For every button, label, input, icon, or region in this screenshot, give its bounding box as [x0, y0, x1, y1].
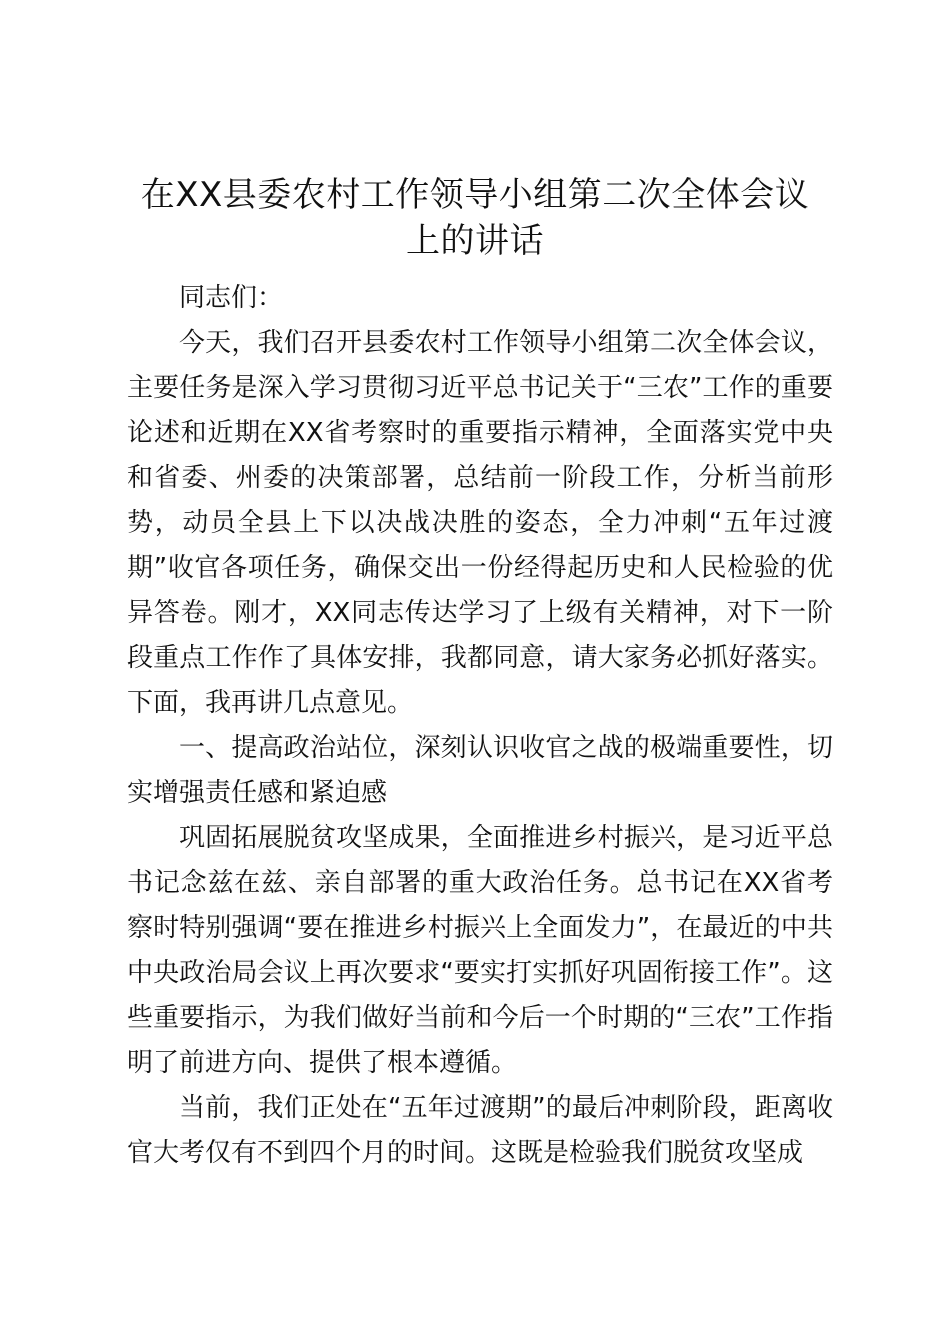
paragraph-political-task: 巩固拓展脱贫攻坚成果，全面推进乡村振兴，是习近平总书记念兹在兹、亲自部署的重大政治任务。总书记在XX省考察时特别强调“要在推进乡村振兴上全面发力”，在最近的中共中央政治局会议上再次要求“要实打实抓好巩固衔接工作”。这些重要指示，为我们做好当前和今后一个时期的“三农”工作指明了前进方向、提供了根本遵循。 [127, 823, 833, 1078]
paragraph-opening: 今天，我们召开县委农村工作领导小组第二次全体会议，主要任务是深入学习贯彻习近平总书记关于“三农”工作的重要论述和近期在XX省考察时的重要指示精神，全面落实党中央和省委、州委的决策部署，总结前一阶段工作，分析当前形势，动员全县上下以决战决胜的姿态，全力冲刺“五年过渡期”收官各项任务，确保交出一份经得起历史和人民检验的优异答卷。刚才，XX同志传达学习了上级有关精神，对下一阶段重点工作作了具体安排，我都同意，请大家务必抓好落实。下面，我再讲几点意见。 [127, 328, 833, 718]
paragraph-current-stage: 当前，我们正处在“五年过渡期”的最后冲刺阶段，距离收官大考仅有不到四个月的时间。这既是检验我们脱贫攻坚成 [127, 1093, 833, 1168]
salutation: 同志们： [179, 283, 284, 313]
section-heading-1: 一、提高政治站位，深刻认识收官之战的极端重要性，切实增强责任感和紧迫感 [127, 733, 833, 808]
document-body [127, 276, 833, 1176]
title-line-2: 上的讲话 [406, 221, 544, 261]
title-line-1: 在XX县委农村工作领导小组第二次全体会议 [140, 175, 810, 215]
document-title [120, 172, 830, 264]
